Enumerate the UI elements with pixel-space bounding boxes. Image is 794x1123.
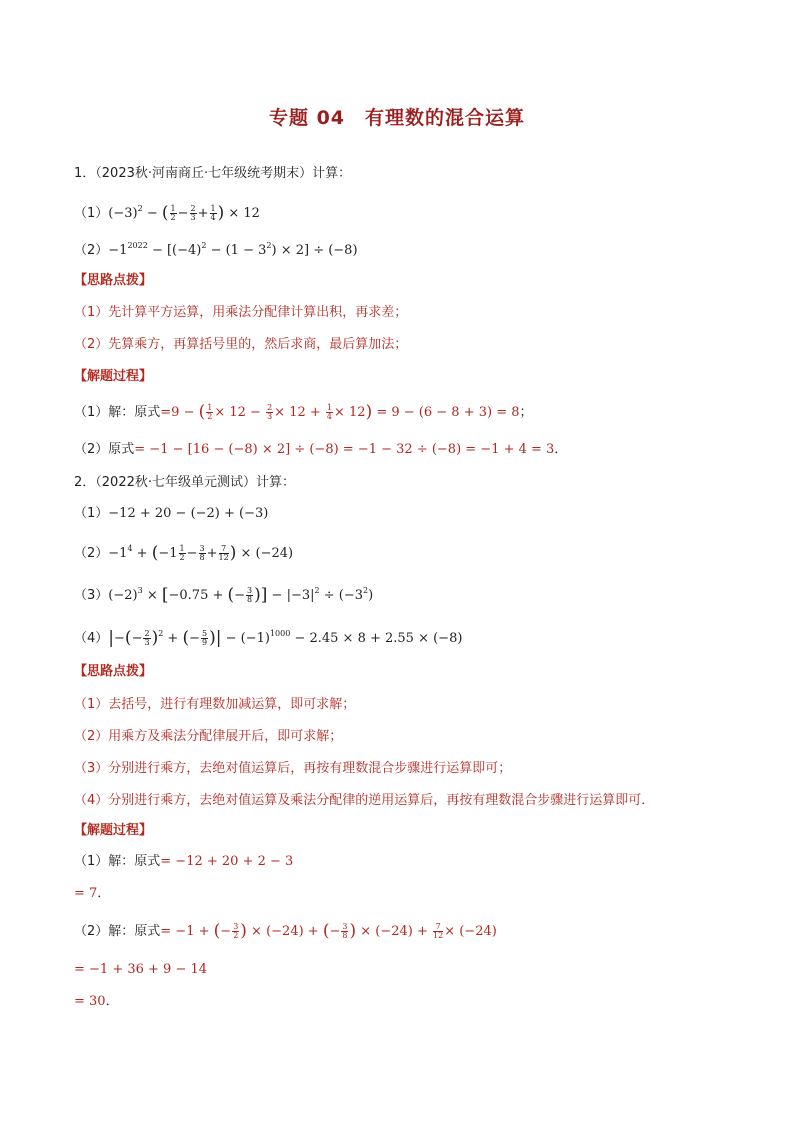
question-2-solution-2: （2）解：原式= −1 + (− $\frac{3}{2}$ ) × (−24) + (− $\frac{3}{8}$ ) × (−24) + $\frac{7}{12}$ × (−24) [74, 921, 497, 941]
question-1-think-heading: 【思路点拨】 [74, 273, 153, 288]
question-1-part-1: $(1)(-3)^2$ − ( $\frac{1}{2}$ − $\frac{2}{3}$ + $\frac{1}{4}$ ) × 12 [74, 203, 260, 223]
question-1-header: 1．（2023秋·河南商丘·七年级统考期末）计算： [74, 166, 352, 181]
question-2-part-4: （4）|−(− $\frac{2}{3}$ )$^2$ + (− $\frac{5}{9}$ )| − $(-1)^{1000} - 2.45 \times 8 + 2.55 \times (-8)$ [74, 628, 463, 648]
question-2-solve-heading: 【解题过程】 [74, 823, 153, 838]
question-2-solution-1-result: = 7． [74, 886, 111, 901]
page-title: 专题 04 有理数的混合运算 [268, 107, 526, 129]
question-1-solution-1: （1）解：原式=9 − ( $\frac{1}{2}$ × 12 − $\frac{2}{3}$ × 12 + $\frac{1}{4}$ × 12) = 9 − (6 − 8 + 3) = 8； [74, 402, 533, 422]
question-2-solution-1: （1）解：原式= −12 + 20 + 2 − 3 [74, 854, 294, 869]
question-2-part-3: $(3)(-2)^3 \times [-0.75$ + (− $\frac{3}{8}$ )] − $|-3|^2 \div (-3^2)$ [74, 585, 374, 605]
question-1-think-1: （1）先计算平方运算，用乘法分配律计算出积，再求差； [74, 305, 408, 320]
question-2-think-heading: 【思路点拨】 [74, 664, 153, 679]
question-1-solve-heading: 【解题过程】 [74, 369, 153, 384]
question-2-header: 2．（2022秋·七年级单元测试）计算： [74, 475, 295, 490]
question-2-think-4: （4）分别进行乘方，去绝对值运算及乘法分配律的逆用运算后，再按有理数混合步骤进行运算即可． [74, 793, 655, 808]
question-2-think-1: （1）去括号，进行有理数加减运算，即可求解； [74, 697, 356, 712]
question-2-think-3: （3）分别进行乘方，去绝对值运算后，再按有理数混合步骤进行运算即可； [74, 761, 512, 776]
question-2-part-2: $(2)-1^4 + (-1$ $\frac{1}{2}$ − $\frac{3}{8}$ + $\frac{7}{12}$ ) × (−24) [74, 543, 294, 563]
question-2-think-2: （2）用乘方及乘法分配律展开后，即可求解； [74, 729, 343, 744]
question-2-part-1: （1）−12 + 20 − (−2) + (−3) [74, 506, 269, 521]
question-2-solution-2-result: = 30． [74, 994, 119, 1009]
question-1-part-2: $(2)-1^{2022} - [(-4)^2 - (1 - 3^2) \times 2] \div (-8)$ [74, 241, 358, 258]
question-1-solution-2: （2）原式= −1 − [16 − (−8) × 2] ÷ (−8) = −1 − 32 ÷ (−8) = −1 + 4 = 3． [74, 442, 568, 457]
question-1-think-2: （2）先算乘方，再算括号里的，然后求商，最后算加法； [74, 337, 408, 352]
question-2-solution-2-line-2: = −1 + 36 + 9 − 14 [74, 962, 208, 977]
